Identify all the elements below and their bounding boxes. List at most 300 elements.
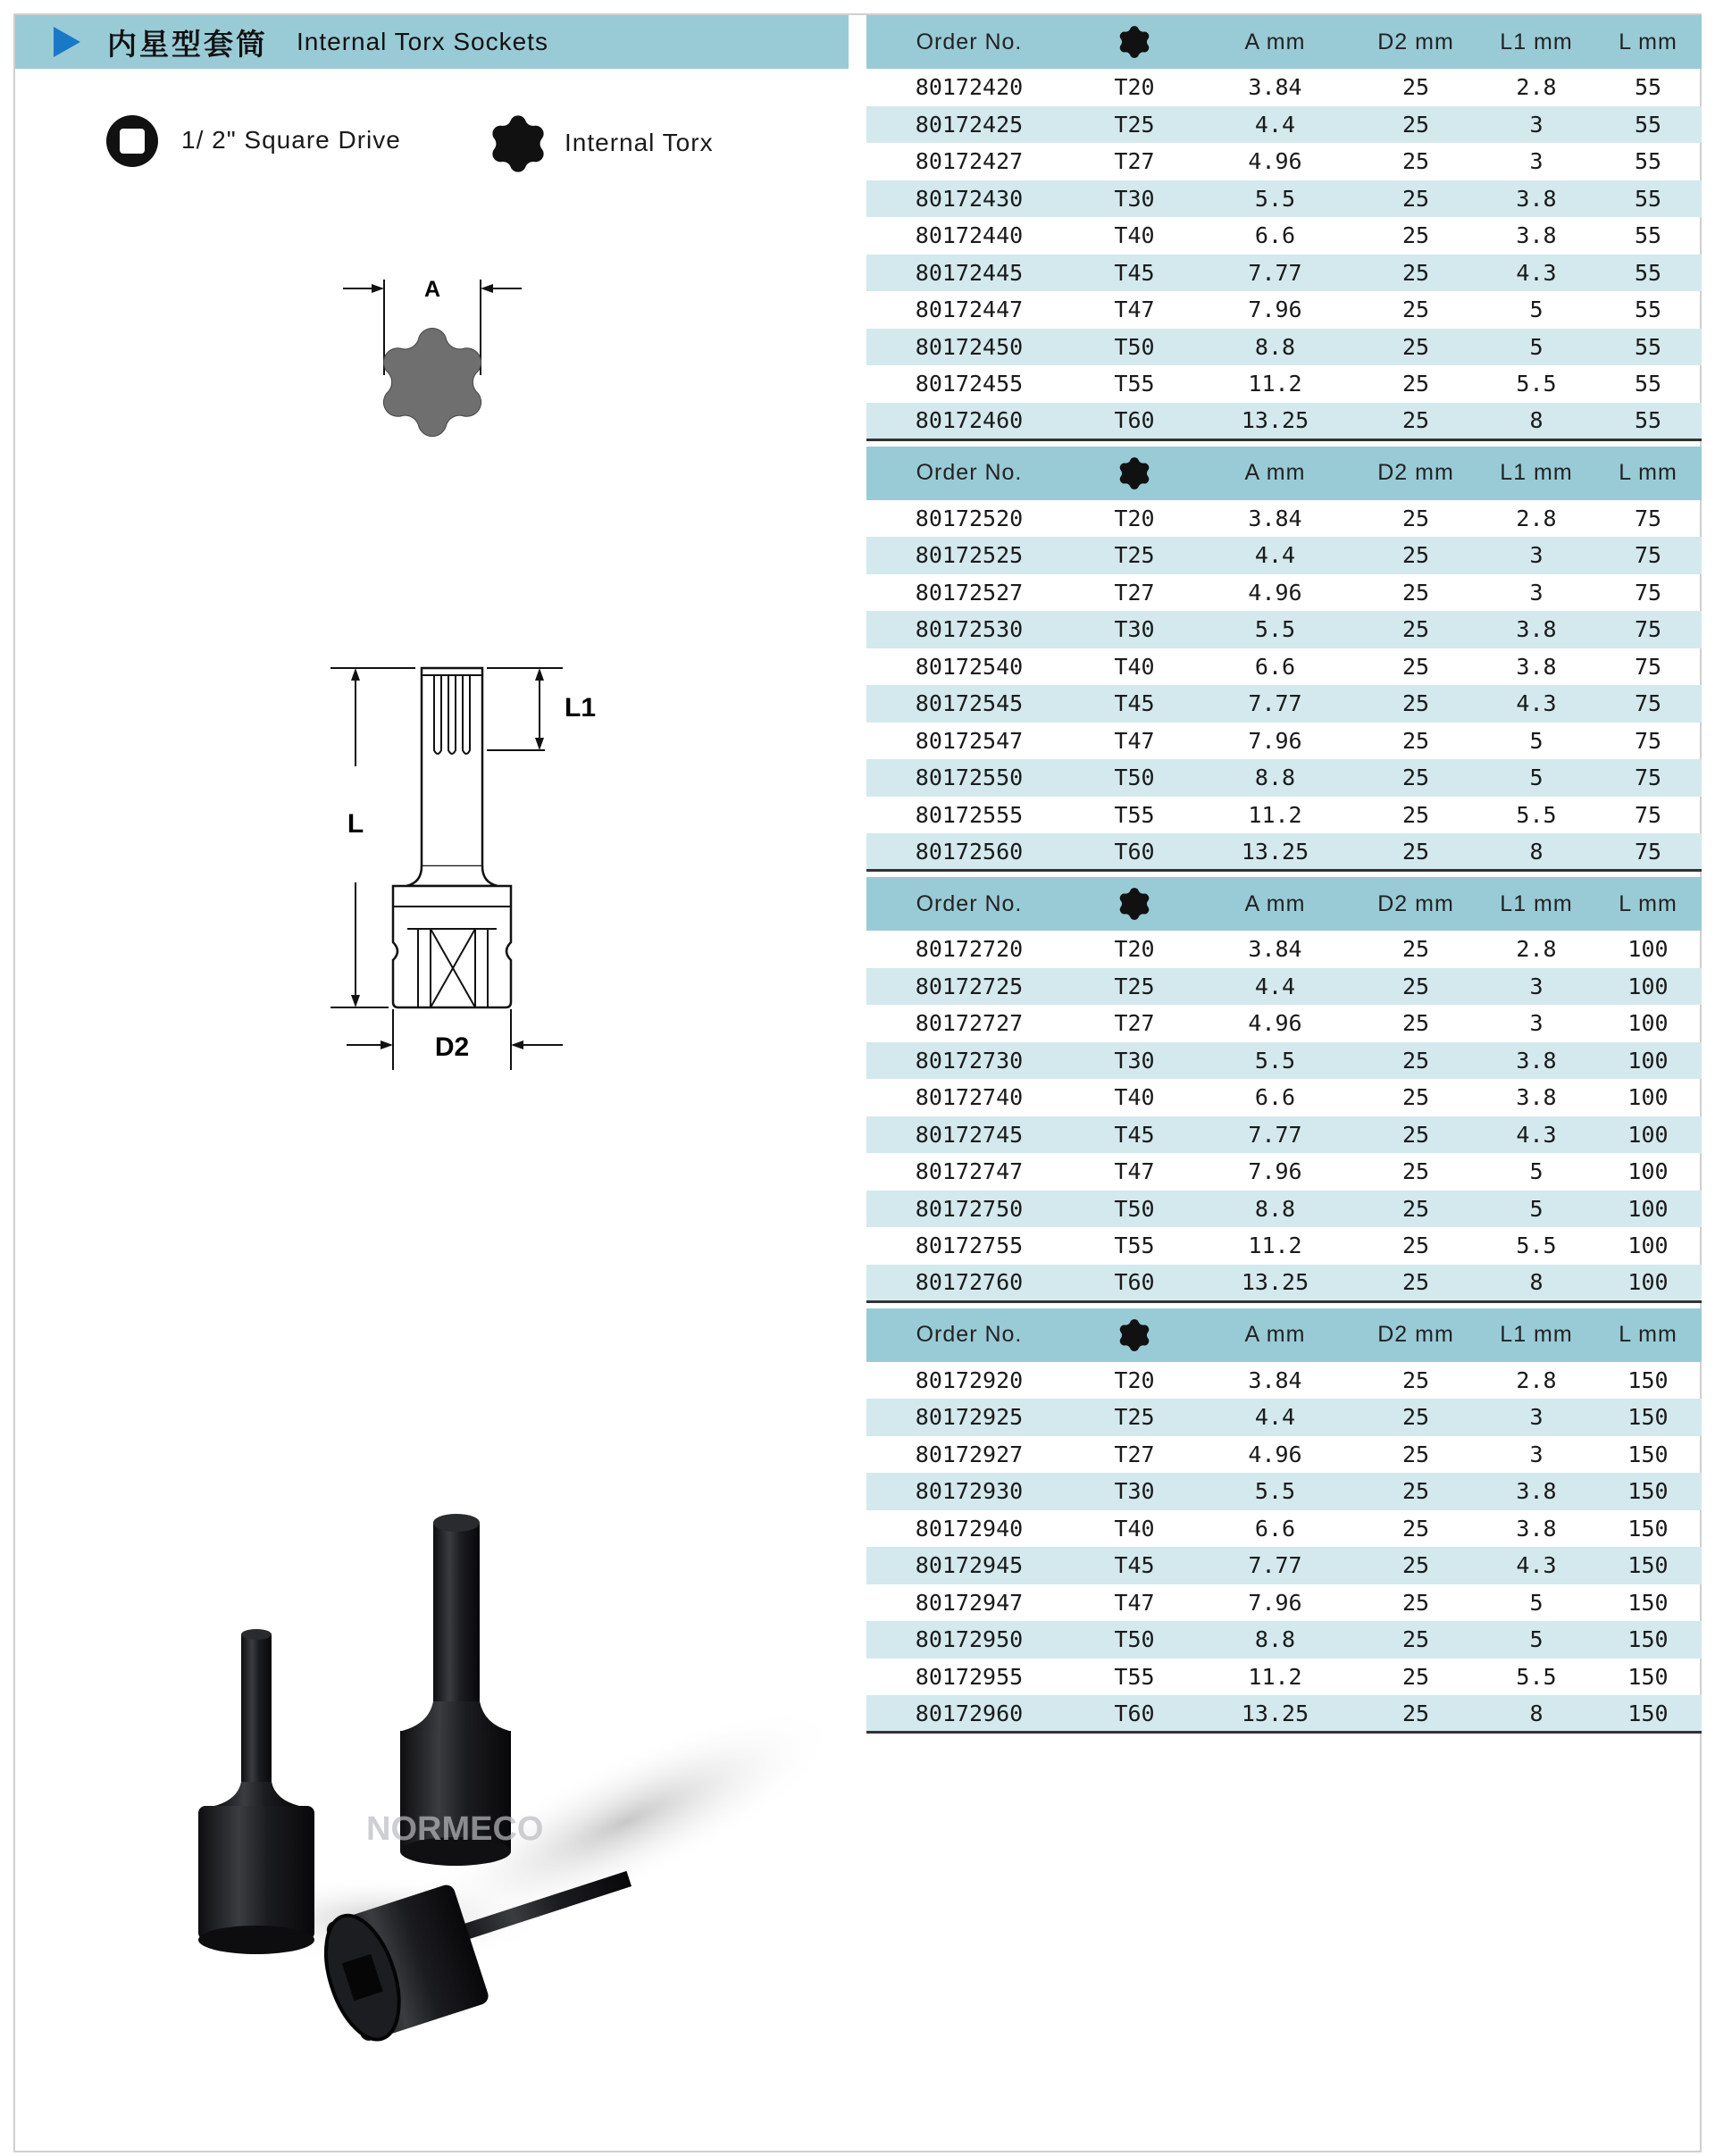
table-cell: 7.77	[1248, 690, 1302, 717]
column-header: L mm	[1619, 890, 1677, 916]
table-cell: 3.8	[1516, 653, 1557, 680]
table-cell: 3.8	[1516, 1478, 1557, 1505]
table-cell: 100	[1594, 1265, 1702, 1302]
table-cell: 80172430	[915, 185, 1024, 212]
column-header: D2 mm	[1377, 460, 1454, 485]
table-cell: 55	[1634, 297, 1662, 323]
table-cell: 25	[1401, 1478, 1430, 1505]
table-cell: 100	[1627, 1195, 1669, 1222]
table-cell: 3.8	[1516, 1084, 1557, 1111]
table-cell: T27	[1114, 579, 1155, 606]
table-cell: T55	[1114, 1663, 1155, 1690]
table-cell: 25	[1401, 1010, 1430, 1037]
title-chinese: 内星型套筒	[107, 26, 268, 62]
table-cell: 5.5	[1254, 1047, 1296, 1074]
table-cell: 25	[1401, 259, 1430, 286]
column-header: D2 mm	[1377, 1322, 1454, 1347]
table-cell: 2.8	[1516, 74, 1557, 101]
table-cell: 25	[1401, 579, 1430, 606]
table-cell: 4.3	[1516, 690, 1557, 717]
column-header: L1 mm	[1500, 29, 1573, 54]
table-cell: 80172945	[915, 1552, 1024, 1579]
table-cell: T50	[1114, 1626, 1155, 1653]
table-cell: 25	[1401, 222, 1430, 249]
column-header-torx	[1072, 15, 1197, 69]
torx-profile-diagram	[330, 263, 527, 433]
table-row	[866, 1436, 1702, 1474]
table-cell: 7.96	[1248, 297, 1302, 323]
table-cell: 80172550	[915, 765, 1024, 791]
table-cell: 25	[1401, 74, 1430, 101]
table-cell: 55	[1594, 403, 1702, 440]
table-cell: 4.3	[1516, 1552, 1557, 1579]
table-cell: T25	[1114, 973, 1155, 999]
table-row	[866, 611, 1702, 648]
table-cell: T20	[1114, 505, 1155, 531]
table-cell: 3.8	[1516, 1047, 1557, 1074]
torx-star-icon	[1119, 1320, 1150, 1350]
table-cell: 80172760	[866, 1265, 1072, 1302]
table-cell: 3	[1529, 148, 1544, 175]
table-cell: 100	[1627, 1084, 1669, 1111]
table-cell: 80172925	[915, 1404, 1024, 1431]
table-cell: 25	[1401, 1366, 1430, 1393]
table-cell: 80172555	[915, 801, 1024, 828]
table-cell: 55	[1634, 371, 1662, 397]
column-header: L1 mm	[1500, 1322, 1573, 1347]
table-cell: 75	[1634, 653, 1662, 680]
table-cell: 4.3	[1516, 259, 1557, 286]
table-cell: 3.8	[1516, 616, 1557, 643]
table-cell: 80172530	[915, 616, 1024, 643]
table-cell: 5.5	[1516, 371, 1557, 397]
table-cell: 6.6	[1254, 653, 1296, 680]
table-cell: 3.84	[1248, 74, 1302, 101]
column-header: D2 mm	[1377, 29, 1454, 54]
table-row	[866, 931, 1702, 968]
table-cell: 80172540	[915, 653, 1024, 680]
table-cell: 80172440	[915, 222, 1024, 249]
table-cell: 4.3	[1516, 1121, 1557, 1148]
table-cell: T50	[1114, 765, 1155, 791]
table-cell: 100	[1627, 973, 1669, 999]
table-cell: 5.5	[1254, 1478, 1296, 1505]
table-cell: 3.84	[1248, 1366, 1302, 1393]
table-cell: 75	[1634, 505, 1662, 531]
table-cell: T55	[1114, 801, 1155, 828]
table-cell: 8.8	[1254, 1195, 1296, 1222]
table-cell: 5.5	[1254, 185, 1296, 212]
table-cell: 100	[1627, 1010, 1669, 1037]
table-cell: 2.8	[1516, 505, 1557, 531]
table-cell: 55	[1634, 333, 1662, 360]
table-cell: 25	[1353, 403, 1478, 440]
table-row	[866, 1116, 1702, 1154]
column-header: A mm	[1244, 460, 1306, 485]
table-row	[866, 180, 1702, 218]
column-header: L mm	[1619, 460, 1677, 485]
table-cell: 100	[1627, 1158, 1669, 1185]
table-row	[866, 1191, 1702, 1228]
table-cell: 11.2	[1248, 1663, 1302, 1690]
table-cell: 80172920	[915, 1366, 1024, 1393]
product-photo	[161, 1500, 840, 2054]
table-cell: 25	[1401, 727, 1430, 754]
table-cell: T60	[1072, 1695, 1197, 1733]
table-header-row	[866, 15, 1702, 69]
table-cell: 6.6	[1254, 222, 1296, 249]
table-cell: T30	[1114, 1047, 1155, 1074]
legend	[105, 112, 820, 174]
table-row	[866, 1547, 1702, 1584]
table-cell: 80172720	[915, 936, 1024, 963]
table-cell: 150	[1627, 1515, 1669, 1542]
table-cell: T50	[1114, 333, 1155, 360]
table-cell: 25	[1401, 1047, 1430, 1074]
table-cell: 2.8	[1516, 1366, 1557, 1393]
column-header: Order No.	[916, 1322, 1023, 1347]
table-cell: T47	[1114, 727, 1155, 754]
table-row	[866, 403, 1702, 440]
table-cell: 75	[1634, 579, 1662, 606]
column-header-torx	[1072, 877, 1197, 931]
table-cell: 80172745	[915, 1121, 1024, 1148]
square-drive-icon	[105, 114, 159, 168]
table-cell: 80172930	[915, 1478, 1024, 1505]
table-cell: 3	[1529, 1404, 1544, 1431]
table-cell: 25	[1401, 616, 1430, 643]
table-cell: 5.5	[1516, 801, 1557, 828]
table-cell: T60	[1072, 403, 1197, 440]
table-cell: 4.4	[1254, 973, 1296, 999]
table-cell: T50	[1114, 1195, 1155, 1222]
table-cell: 25	[1401, 505, 1430, 531]
table-cell: T40	[1114, 1515, 1155, 1542]
table-cell: T47	[1114, 1589, 1155, 1616]
table-row	[866, 1265, 1702, 1302]
table-cell: 80172725	[915, 973, 1024, 999]
table-row	[866, 106, 1702, 144]
table-cell: 150	[1627, 1366, 1669, 1393]
table-cell: T27	[1114, 1441, 1155, 1467]
table-cell: 3	[1529, 579, 1544, 606]
table-cell: 80172747	[915, 1158, 1024, 1185]
table-cell: T45	[1114, 1552, 1155, 1579]
table-cell: 75	[1594, 833, 1702, 871]
table-row	[866, 1005, 1702, 1042]
table-cell: 3	[1529, 1010, 1544, 1037]
table-cell: 3	[1529, 111, 1544, 138]
column-header: A mm	[1244, 890, 1306, 916]
table-cell: 8	[1478, 1265, 1594, 1302]
table-cell: 7.96	[1248, 1158, 1302, 1185]
table-row	[866, 759, 1702, 797]
table-cell: 4.96	[1248, 579, 1302, 606]
table-cell: 25	[1401, 1233, 1430, 1259]
table-cell: 55	[1634, 259, 1662, 286]
table-cell: 150	[1627, 1626, 1669, 1653]
table-cell: 5	[1529, 297, 1544, 323]
table-row	[866, 833, 1702, 871]
spec-table	[866, 15, 1702, 441]
table-cell: T45	[1114, 259, 1155, 286]
table-cell: 3.8	[1516, 222, 1557, 249]
table-row	[866, 797, 1702, 834]
table-cell: 4.96	[1248, 1441, 1302, 1467]
brand-watermark: NORMECO	[366, 1810, 544, 1848]
table-cell: 7.96	[1248, 727, 1302, 754]
table-cell: 150	[1627, 1478, 1669, 1505]
table-cell: 80172740	[915, 1084, 1024, 1111]
section-header	[15, 15, 849, 69]
table-cell: 5.5	[1516, 1233, 1557, 1259]
table-cell: 25	[1401, 1515, 1430, 1542]
table-cell: 80172425	[915, 111, 1024, 138]
table-cell: 55	[1634, 111, 1662, 138]
table-header-row	[866, 447, 1702, 500]
table-row	[866, 1153, 1702, 1191]
table-cell: 3.8	[1516, 1515, 1557, 1542]
table-cell: 80172560	[866, 833, 1072, 871]
table-row	[866, 1695, 1702, 1733]
table-row	[866, 1659, 1702, 1696]
table-cell: 55	[1634, 185, 1662, 212]
table-cell: 8	[1478, 403, 1594, 440]
spec-table	[866, 447, 1702, 873]
table-cell: 7.77	[1248, 259, 1302, 286]
table-cell: 3.84	[1248, 505, 1302, 531]
table-cell: T30	[1114, 616, 1155, 643]
column-header: L mm	[1619, 1322, 1677, 1347]
internal-torx-label: Internal Torx	[565, 129, 714, 156]
table-row	[866, 968, 1702, 1006]
column-header: A mm	[1244, 29, 1306, 54]
table-cell: 25	[1401, 1626, 1430, 1653]
table-cell: 5.5	[1254, 616, 1296, 643]
table-cell: 80172960	[866, 1695, 1072, 1733]
table-cell: 13.25	[1197, 1695, 1353, 1733]
table-row	[866, 1042, 1702, 1080]
table-cell: T20	[1114, 1366, 1155, 1393]
table-cell: T40	[1114, 1084, 1155, 1111]
table-cell: 25	[1401, 148, 1430, 175]
table-cell: 25	[1401, 1158, 1430, 1185]
column-header: Order No.	[916, 460, 1023, 485]
table-cell: 80172460	[866, 403, 1072, 440]
table-cell: 4.96	[1248, 148, 1302, 175]
column-header-torx	[1072, 447, 1197, 500]
table-row	[866, 723, 1702, 760]
table-cell: 25	[1401, 1084, 1430, 1111]
table-cell: 25	[1401, 801, 1430, 828]
table-cell: T40	[1114, 222, 1155, 249]
table-cell: 80172455	[915, 371, 1024, 397]
table-row	[866, 69, 1702, 106]
table-cell: T30	[1114, 185, 1155, 212]
title-english: Internal Torx Sockets	[297, 28, 548, 55]
table-cell: 8.8	[1254, 765, 1296, 791]
table-cell: 75	[1634, 616, 1662, 643]
table-row	[866, 537, 1702, 574]
table-cell: 75	[1634, 542, 1662, 569]
spec-table	[866, 1308, 1702, 1734]
table-cell: 80172545	[915, 690, 1024, 717]
table-cell: T55	[1114, 1233, 1155, 1259]
table-cell: T25	[1114, 111, 1155, 138]
square-drive-label: 1/ 2" Square Drive	[181, 126, 401, 154]
table-cell: 25	[1401, 973, 1430, 999]
dimension-label-a: A	[423, 277, 441, 302]
table-cell: 4.4	[1254, 542, 1296, 569]
table-cell: 25	[1401, 371, 1430, 397]
table-cell: T60	[1072, 833, 1197, 871]
table-cell: 11.2	[1248, 801, 1302, 828]
table-cell: 3	[1529, 542, 1544, 569]
table-row	[866, 1227, 1702, 1265]
table-cell: T55	[1114, 371, 1155, 397]
table-row	[866, 1079, 1702, 1116]
table-cell: 7.77	[1248, 1552, 1302, 1579]
table-cell: 80172450	[915, 333, 1024, 360]
table-row	[866, 1473, 1702, 1510]
table-cell: 4.96	[1248, 1010, 1302, 1037]
table-cell: 4.4	[1254, 111, 1296, 138]
table-cell: 11.2	[1248, 1233, 1302, 1259]
table-cell: 25	[1401, 1663, 1430, 1690]
table-cell: 150	[1594, 1695, 1702, 1733]
table-cell: 100	[1627, 1121, 1669, 1148]
column-header: L1 mm	[1500, 460, 1573, 485]
table-cell: 25	[1401, 936, 1430, 963]
column-header: Order No.	[916, 890, 1023, 916]
table-cell: 150	[1627, 1441, 1669, 1467]
column-header: L mm	[1619, 29, 1677, 54]
table-cell: 8.8	[1254, 1626, 1296, 1653]
play-arrow-icon	[54, 27, 80, 57]
dimension-label-l1: L1	[565, 693, 597, 723]
table-cell: 5	[1529, 1158, 1544, 1185]
table-cell: 55	[1634, 74, 1662, 101]
table-cell: 11.2	[1248, 371, 1302, 397]
table-cell: T20	[1114, 936, 1155, 963]
table-cell: 80172420	[915, 74, 1024, 101]
table-cell: 80172730	[915, 1047, 1024, 1074]
table-cell: T47	[1114, 1158, 1155, 1185]
table-cell: 75	[1634, 765, 1662, 791]
column-header-torx	[1072, 1308, 1197, 1362]
table-cell: 150	[1627, 1663, 1669, 1690]
table-cell: 8	[1478, 1695, 1594, 1733]
column-header: L1 mm	[1500, 890, 1573, 916]
table-cell: 5	[1529, 1195, 1544, 1222]
table-cell: 75	[1634, 801, 1662, 828]
dimension-label-l: L	[347, 809, 364, 839]
table-row	[866, 1399, 1702, 1436]
table-cell: T60	[1072, 1265, 1197, 1302]
table-cell: 5	[1529, 333, 1544, 360]
table-row	[866, 291, 1702, 329]
table-row	[866, 1510, 1702, 1548]
table-row	[866, 685, 1702, 723]
table-cell: 55	[1634, 222, 1662, 249]
table-cell: 7.96	[1248, 1589, 1302, 1616]
table-cell: 80172727	[915, 1010, 1024, 1037]
table-cell: 13.25	[1197, 403, 1353, 440]
table-cell: T20	[1114, 74, 1155, 101]
table-cell: 2.8	[1516, 936, 1557, 963]
table-cell: 5	[1529, 765, 1544, 791]
table-cell: 80172940	[915, 1515, 1024, 1542]
table-row	[866, 217, 1702, 255]
table-row	[866, 365, 1702, 403]
table-cell: 75	[1634, 690, 1662, 717]
table-cell: 7.77	[1248, 1121, 1302, 1148]
table-cell: 25	[1401, 1404, 1430, 1431]
table-cell: 25	[1353, 1265, 1478, 1302]
table-cell: 100	[1627, 1047, 1669, 1074]
table-cell: 100	[1627, 1233, 1669, 1259]
column-header: A mm	[1244, 1322, 1306, 1347]
table-cell: 25	[1401, 653, 1430, 680]
table-cell: T40	[1114, 653, 1155, 680]
torx-star-icon	[1119, 889, 1150, 919]
table-cell: 80172950	[915, 1626, 1024, 1653]
table-cell: T25	[1114, 1404, 1155, 1431]
table-header-row	[866, 1308, 1702, 1362]
table-cell: 3.84	[1248, 936, 1302, 963]
table-cell: 5	[1529, 1626, 1544, 1653]
table-cell: 80172520	[915, 505, 1024, 531]
table-cell: 25	[1401, 297, 1430, 323]
dimension-label-d2: D2	[434, 1032, 470, 1062]
table-cell: 5	[1529, 1589, 1544, 1616]
table-cell: 80172527	[915, 579, 1024, 606]
table-cell: 80172525	[915, 542, 1024, 569]
table-cell: 25	[1401, 111, 1430, 138]
torx-star-icon	[1119, 458, 1150, 489]
table-cell: 75	[1634, 727, 1662, 754]
table-cell: 25	[1401, 333, 1430, 360]
spec-tables	[866, 15, 1702, 1734]
table-cell: 80172947	[915, 1589, 1024, 1616]
table-cell: 80172750	[915, 1195, 1024, 1222]
table-cell: 25	[1401, 765, 1430, 791]
table-cell: T47	[1114, 297, 1155, 323]
table-cell: 25	[1401, 690, 1430, 717]
table-cell: 25	[1401, 1552, 1430, 1579]
table-cell: 150	[1627, 1589, 1669, 1616]
table-cell: 5.5	[1516, 1663, 1557, 1690]
torx-star-icon	[491, 117, 545, 171]
table-row	[866, 1584, 1702, 1622]
torx-star-icon	[1119, 27, 1150, 57]
table-header-row	[866, 877, 1702, 931]
table-cell: 3	[1529, 973, 1544, 999]
table-cell: T45	[1114, 1121, 1155, 1148]
table-cell: 25	[1401, 185, 1430, 212]
table-cell: 3.8	[1516, 185, 1557, 212]
table-cell: 100	[1627, 936, 1669, 963]
table-cell: 25	[1401, 542, 1430, 569]
table-cell: T25	[1114, 542, 1155, 569]
table-row	[866, 1621, 1702, 1659]
table-cell: T30	[1114, 1478, 1155, 1505]
table-cell: T27	[1114, 148, 1155, 175]
table-cell: 80172547	[915, 727, 1024, 754]
table-row	[866, 255, 1702, 292]
table-cell: 25	[1401, 1441, 1430, 1467]
table-row	[866, 500, 1702, 538]
